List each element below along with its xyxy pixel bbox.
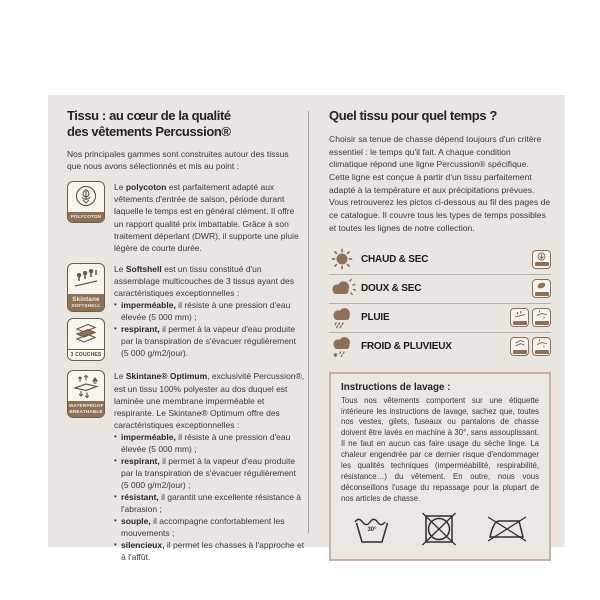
left-title-line2: des vêtements Percussion® — [67, 123, 231, 139]
laundry-symbols-row — [341, 505, 539, 553]
right-section-title: Quel tissu pour quel temps ? — [329, 108, 497, 123]
skintane-badge-label: Skintane SOFTSHELL — [68, 294, 104, 311]
no-tumble-dry-icon — [420, 512, 458, 551]
sun-icon — [329, 247, 361, 271]
skintane-mini-badge — [510, 308, 529, 327]
waterproof-mini-badge — [532, 337, 551, 356]
weather-label: FROID & PLUVIEUX — [361, 341, 452, 353]
catalog-page-panel — [48, 95, 565, 563]
rain-cloud-icon — [329, 306, 361, 330]
weather-label: CHAUD & SEC — [361, 253, 429, 265]
fabric-item-softshell — [67, 263, 305, 362]
polycoton-badge — [67, 181, 105, 223]
no-iron-icon — [485, 514, 529, 551]
cloud-sun-icon — [329, 277, 361, 301]
three-layers-badge-label: 3 COUCHES — [68, 349, 104, 360]
wash-temperature-label: 30° — [367, 526, 377, 533]
polycoton-badge-label: POLYCOTON — [68, 212, 104, 222]
polycoton-icon — [68, 182, 104, 212]
weather-row-froid-pluvieux — [329, 332, 551, 361]
skintane-optimum-paragraph: Le Skintane® Optimum, exclusivité Percussion®, est un tissu 100% polyester au dos duquel est laminée une membrane imperméable et respirante. Le Skintane® Optimum offre des caractéristiques exceptionnelles : • imperméable, il résiste à une pression d'eau élevée (5 000 mm) ; • respirant, il permet à la vapeur d'eau produite par la transpiration de s'évacuer régulièrement (5 000 g/m2/jour) ; • résistant, il garantit une excellente résistance à l'abrasion ; • souple, il accompagne confortablement les mouvements ; • silencieux, il permet les chasses à l'approche et à l'affût. — [114, 370, 305, 563]
wash-30-icon — [351, 514, 393, 551]
waterproof-mini-badge — [532, 308, 551, 327]
polycoton-mini-badge — [532, 250, 551, 269]
wash-instructions-body: Tous nos vêtements comportent sur une étiquette intérieure les instructions de lavage, sachez que, toutes nos vestes, gilets, fuseaux ou pantalons de chasse doivent être lavés en machine à 30°, sans assouplissant. Il ne faut en aucun cas faire usage du sèche linge. La chaleur engendrée par ce dernier risque d'endommager les qualités techniques (imperméabilité, respirabilité, résistance…) du vêtement. En outre, nous vous déconseillons l'usage du repassage pour la plupart de nos articles de chasse. — [341, 395, 539, 503]
bullet-silencieux: • silencieux, il permet les chasses à l'approche et à l'affût. — [114, 539, 305, 563]
bullet-resistant: • résistant, il garantit une excellente résistance à l'abrasion ; — [114, 491, 305, 515]
bullet-souple: • souple, il accompagne confortablement les mouvements ; — [114, 515, 305, 539]
fabric-quality-section — [67, 108, 305, 563]
skintane-rain-icon — [68, 264, 104, 294]
weather-table — [329, 245, 551, 361]
waterproof-breathable-badge — [67, 370, 105, 417]
weather-guide-section — [329, 108, 551, 561]
polycoton-paragraph: Le polycoton est parfaitement adapté aux vêtements d'entrée de saison, période durant laquelle le temps est en général clément. Il offre un rapport qualité prix imbattable. Grâce à son traitement déperlant (DWR), il supporte une pluie légère de courte durée. — [114, 182, 299, 253]
fabric-item-polycoton — [67, 181, 305, 253]
three-layers-mini-badge — [510, 337, 529, 356]
three-layers-badge — [67, 318, 105, 361]
waterproof-breathable-badge-label: WATERPROOF BREATHABLE — [68, 401, 104, 416]
bullet-impermeable: • imperméable, il résiste à une pression d'eau élevée (5 000 mm) ; — [114, 431, 305, 455]
wash-instructions-box — [329, 372, 551, 561]
bullet-impermeable: • imperméable, il résiste à une pression d'eau élevée (5 000 mm) ; — [114, 299, 305, 323]
weather-label: DOUX & SEC — [361, 283, 422, 295]
softshell-bullet-list — [114, 299, 305, 359]
left-section-title — [67, 108, 305, 140]
bullet-respirant: • respirant, il permet à la vapeur d'eau produite par la transpiration de s'évacuer régulièrement (5 000 g/m2/jour) ; — [114, 455, 305, 491]
waterproof-breathable-icon — [68, 371, 104, 401]
softshell-paragraph: Le Softshell est un tissu constitué d'un assemblage multicouches de 3 tissus ayant des caractéristiques exceptionnelles : • imperméable, il résiste à une pression d'eau élevée (5 000 mm) ; • respirant, il permet à la vapeur d'eau produite par la transpiration de s'évacuer régulièrement (5 000 g/m2/jour). — [114, 263, 305, 362]
skintane-badge — [67, 263, 105, 312]
column-divider — [308, 111, 309, 533]
bullet-respirant: • respirant, il permet à la vapeur d'eau produite par la transpiration de s'évacuer régulièrement (5 000 g/m2/jour). — [114, 323, 305, 359]
wash-instructions-title: Instructions de lavage : — [341, 381, 451, 393]
fabric-mini-badge — [532, 279, 551, 298]
left-intro-text: Nos principales gammes sont construites autour des tissus que nous avons sélectionnés et mis au point : — [67, 148, 289, 172]
weather-row-doux-sec — [329, 274, 551, 303]
weather-row-pluie — [329, 303, 551, 332]
weather-label: PLUIE — [361, 312, 390, 324]
right-intro-text: Choisir sa tenue de chasse dépend toujours d'un critère essentiel : le temps qu'il fait. A chaque condition climatique répond une ligne Percussion® spécifique. Cette ligne est conçue à partir d'un tissu parfaitement adapté à la température et aux précipitations prévues. Vous retrouverez les pictos ci-dessous au fil des pages de ce catalogue. Il couvre tous les types de temps possibles et toutes les lignes de notre collection. — [329, 133, 551, 233]
fabric-item-skintane-optimum — [67, 370, 305, 563]
weather-row-chaud-sec — [329, 245, 551, 274]
snow-cloud-icon — [329, 335, 361, 359]
three-layers-icon — [68, 319, 104, 349]
skintane-optimum-bullet-list — [114, 431, 305, 564]
left-title-line1: Tissu : au cœur de la qualité — [67, 108, 231, 123]
